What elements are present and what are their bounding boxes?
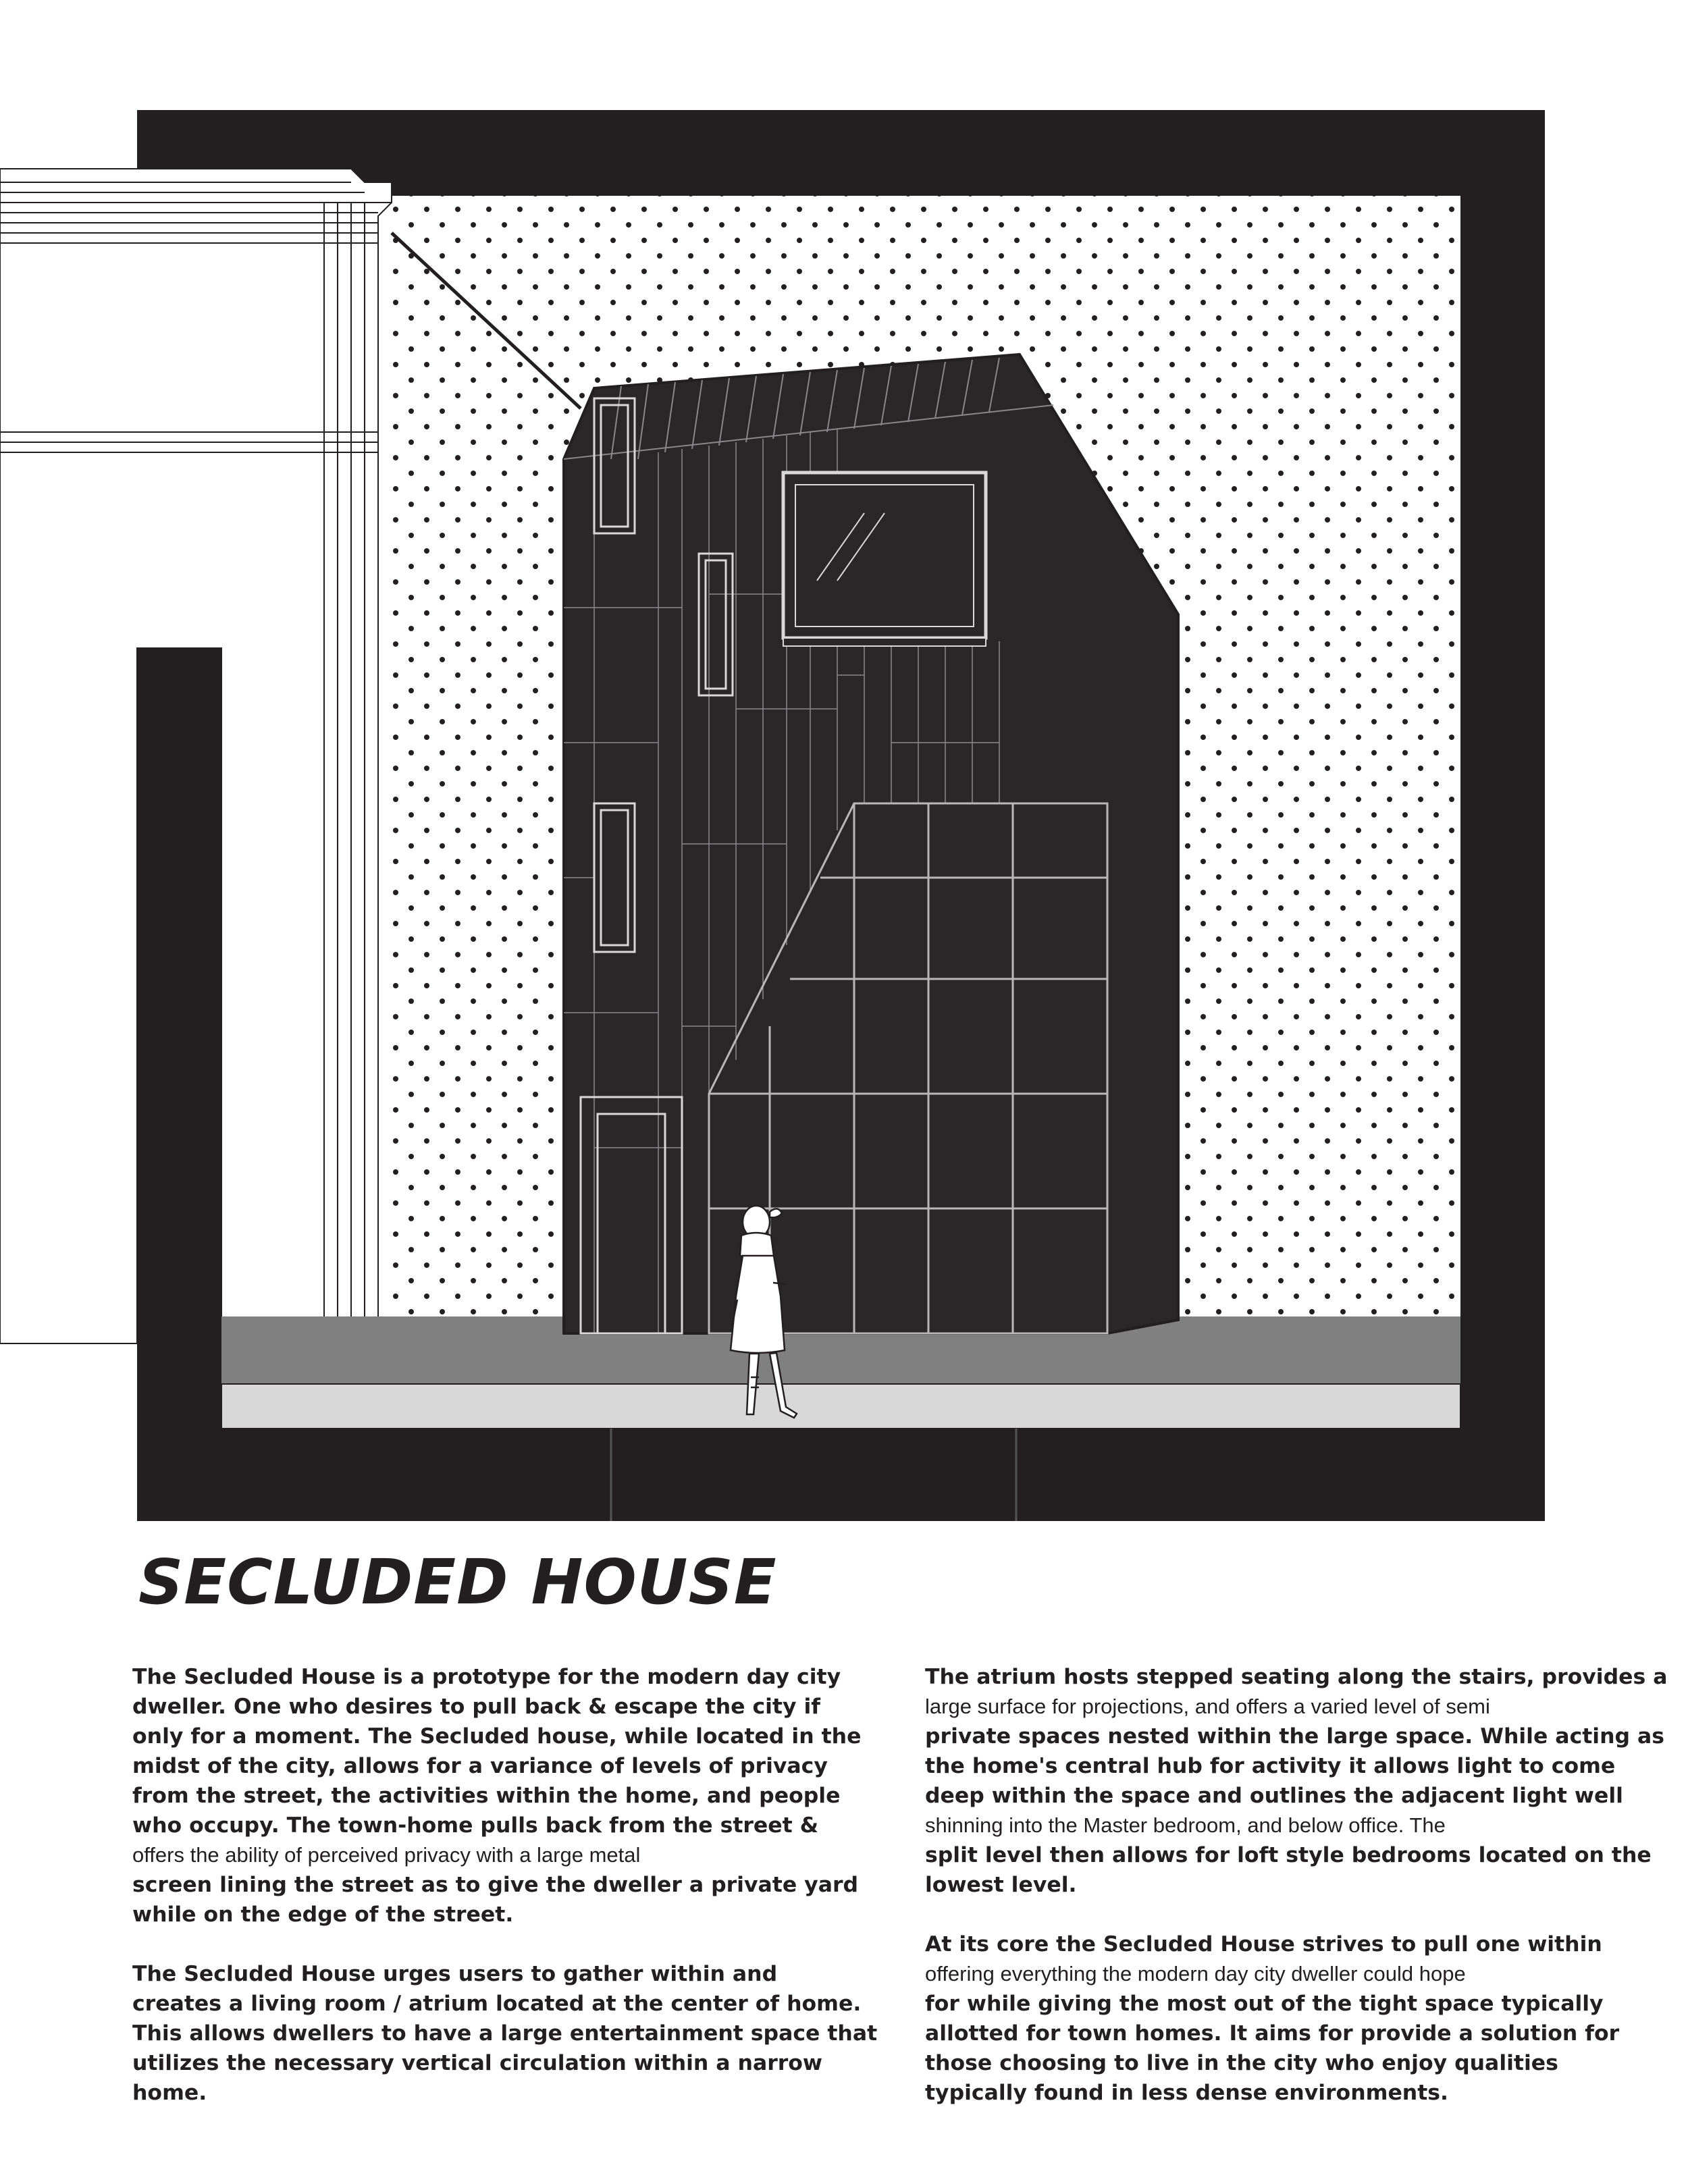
text-line: lowest level. [925,1873,1077,1897]
secluded-house [564,354,1178,1333]
paragraph [132,1662,882,1929]
text-line: screen lining the street as to give the dweller a private yard [132,1873,859,1897]
text-line: The Secluded House urges users to gather within and [132,1962,778,1986]
text-line: only for a moment. The Secluded house, while located in the [132,1724,862,1749]
text-line: shinning into the Master bedroom, and below office. The [925,1813,1446,1837]
text-line: from the street, the activities within the home, and people [132,1784,841,1808]
text-line: who occupy. The town-home pulls back from the street & [132,1813,819,1838]
paragraph [925,1929,1674,2108]
text-line: while on the edge of the street. [132,1902,514,1927]
text-line: deep within the space and outlines the adjacent light well [925,1784,1623,1808]
text-line: offering everything the modern day city dweller could hope [925,1962,1466,1986]
text-line: private spaces nested within the large space. While acting as [925,1724,1665,1749]
text-line: The Secluded House is a prototype for the modern day city [132,1665,841,1689]
text-line: for while giving the most out of the tight space typically [925,1992,1604,2016]
page-title: SECLUDED HOUSE [138,1546,777,1618]
text-line: typically found in less dense environments. [925,2081,1449,2105]
text-line: creates a living room / atrium located at the center of home. [132,1992,862,2016]
text-line: The atrium hosts stepped seating along the stairs, provides a [925,1665,1668,1689]
text-line: midst of the city, allows for a variance of levels of privacy [132,1754,828,1778]
paragraph [132,1959,882,2108]
text-column-right [925,1662,1674,2137]
text-line: split level then allows for loft style bedrooms located on the [925,1843,1652,1867]
large-window [783,473,986,646]
text-line: This allows dwellers to have a large entertainment space that [132,2021,878,2046]
text-line: the home's central hub for activity it allows light to come [925,1754,1616,1778]
text-line: those choosing to live in the city who enjoy qualities [925,2051,1558,2075]
text-line: home. [132,2081,207,2105]
text-line: utilizes the necessary vertical circulation within a narrow [132,2051,823,2075]
text-column-left [132,1662,882,2137]
text-line: large surface for projections, and offers a varied level of semi [925,1695,1490,1718]
paragraph [925,1662,1674,1900]
text-line: offers the ability of perceived privacy with a large metal [132,1843,641,1867]
text-line: At its core the Secluded House strives to pull one within [925,1932,1602,1956]
text-line: dweller. One who desires to pull back & escape the city if [132,1695,820,1719]
text-line: allotted for town homes. It aims for provide a solution for [925,2021,1620,2046]
